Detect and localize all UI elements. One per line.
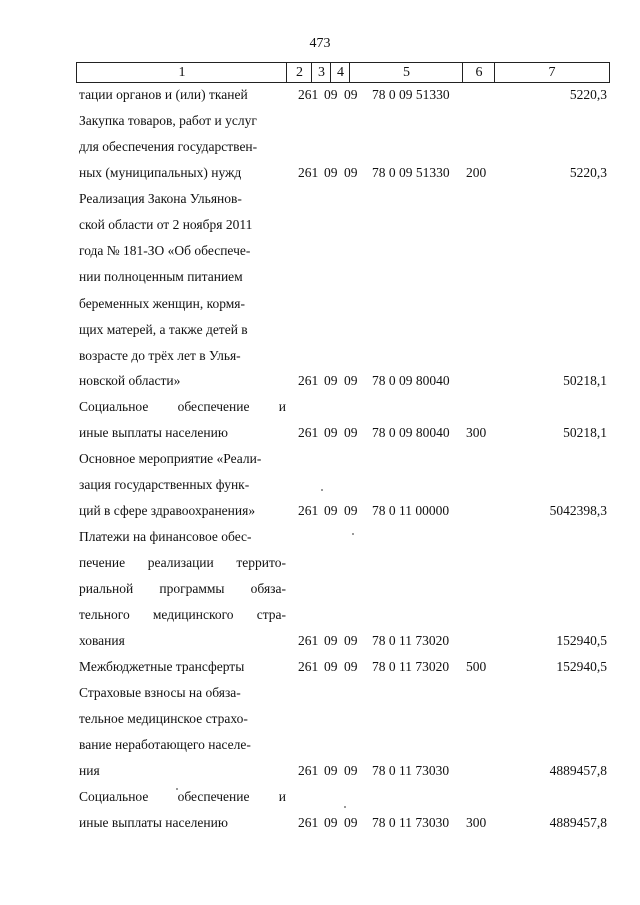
row-description: ций в сфере здравоохранения» — [79, 503, 256, 518]
col-subsection: 09 — [344, 633, 358, 648]
row-description: Закупка товаров, работ и услуг — [79, 113, 257, 128]
row-description: вание неработающего населе- — [79, 737, 251, 752]
col-chapter: 261 — [298, 763, 319, 778]
table-row — [0, 633, 640, 658]
col-target-article: 78 0 11 73020 — [372, 659, 450, 674]
col-chapter: 261 — [298, 87, 319, 102]
table-row — [0, 815, 640, 840]
col-target-article: 78 0 09 80040 — [372, 425, 450, 440]
col-section: 09 — [324, 763, 338, 778]
header-col-1: 1 — [76, 62, 287, 83]
table-row — [0, 789, 640, 814]
header-col-2: 2 — [286, 62, 312, 83]
col-target-article: 78 0 11 73030 — [372, 815, 450, 830]
table-row — [0, 113, 640, 138]
col-section: 09 — [324, 373, 338, 388]
col-section: 09 — [324, 165, 338, 180]
col-amount: 4889457,8 — [549, 763, 607, 778]
col-target-article: 78 0 09 51330 — [372, 87, 450, 102]
col-amount: 4889457,8 — [549, 815, 607, 830]
row-description: иные выплаты населению — [79, 425, 228, 440]
col-subsection: 09 — [344, 165, 358, 180]
table-row — [0, 87, 640, 112]
col-expense-type: 300 — [466, 425, 487, 440]
page-number: 473 — [309, 36, 331, 51]
col-section: 09 — [324, 815, 338, 830]
col-target-article: 78 0 09 80040 — [372, 373, 450, 388]
col-section: 09 — [324, 633, 338, 648]
table-row — [0, 425, 640, 450]
row-description: ской области от 2 ноября 2011 — [79, 217, 253, 232]
col-amount: 152940,5 — [556, 633, 607, 648]
col-target-article: 78 0 11 73020 — [372, 633, 450, 648]
table-row — [0, 737, 640, 762]
table-row — [0, 555, 640, 580]
table-row — [0, 477, 640, 502]
row-description: Платежи на финансовое обес- — [79, 529, 252, 544]
table-row — [0, 348, 640, 373]
col-chapter: 261 — [298, 165, 319, 180]
scan-speck — [344, 806, 346, 808]
col-expense-type: 300 — [466, 815, 487, 830]
col-chapter: 261 — [298, 659, 319, 674]
row-description: Основное мероприятие «Реали- — [79, 451, 262, 466]
col-section: 09 — [324, 425, 338, 440]
col-subsection: 09 — [344, 763, 358, 778]
row-description: хования — [79, 633, 125, 648]
col-amount: 50218,1 — [563, 425, 607, 440]
col-target-article: 78 0 11 73030 — [372, 763, 450, 778]
row-description: Межбюджетные трансферты — [79, 659, 245, 674]
col-subsection: 09 — [344, 87, 358, 102]
header-col-5: 5 — [349, 62, 463, 83]
row-description: тации органов и (или) тканей — [79, 87, 248, 102]
col-chapter: 261 — [298, 425, 319, 440]
col-amount: 5220,3 — [569, 87, 607, 102]
col-amount: 50218,1 — [563, 373, 607, 388]
col-amount: 5220,3 — [569, 165, 607, 180]
row-description: Социальное обеспечение и — [79, 399, 286, 414]
col-expense-type: 200 — [466, 165, 487, 180]
table-row — [0, 139, 640, 164]
col-subsection: 09 — [344, 373, 358, 388]
table-row — [0, 296, 640, 321]
table-row — [0, 763, 640, 788]
row-description: Реализация Закона Ульянов- — [79, 191, 242, 206]
table-row — [0, 269, 640, 294]
row-description: Социальное обеспечение и — [79, 789, 286, 804]
table-row — [0, 165, 640, 190]
col-target-article: 78 0 11 00000 — [372, 503, 450, 518]
col-section: 09 — [324, 659, 338, 674]
table-row — [0, 581, 640, 606]
table-row — [0, 399, 640, 424]
table-row — [0, 451, 640, 476]
row-description: ных (муниципальных) нужд — [79, 165, 242, 180]
header-col-6: 6 — [462, 62, 495, 83]
col-expense-type: 500 — [466, 659, 487, 674]
table-row — [0, 711, 640, 736]
table-row — [0, 217, 640, 242]
row-description: тельное медицинское страхо- — [79, 711, 248, 726]
row-description: возрасте до трёх лет в Улья- — [79, 348, 241, 363]
col-subsection: 09 — [344, 659, 358, 674]
col-chapter: 261 — [298, 815, 319, 830]
col-chapter: 261 — [298, 633, 319, 648]
table-row — [0, 243, 640, 268]
col-subsection: 09 — [344, 815, 358, 830]
col-amount: 152940,5 — [556, 659, 607, 674]
table-row — [0, 191, 640, 216]
row-description: Страховые взносы на обяза- — [79, 685, 241, 700]
table-row — [0, 659, 640, 684]
row-description: щих матерей, а также детей в — [79, 322, 248, 337]
row-description: беременных женщин, кормя- — [79, 296, 245, 311]
row-description: зация государственных функ- — [79, 477, 250, 492]
col-amount: 5042398,3 — [549, 503, 607, 518]
row-description: года № 181-ЗО «Об обеспече- — [79, 243, 251, 258]
scan-speck — [176, 788, 178, 790]
col-section: 09 — [324, 503, 338, 518]
header-col-3: 3 — [311, 62, 331, 83]
scan-speck — [321, 489, 323, 491]
row-description: иные выплаты населению — [79, 815, 228, 830]
header-col-4: 4 — [330, 62, 350, 83]
table-row — [0, 685, 640, 710]
scan-speck — [352, 533, 354, 535]
row-description: новской области» — [79, 373, 181, 388]
col-subsection: 09 — [344, 503, 358, 518]
table-row — [0, 503, 640, 528]
table-row — [0, 607, 640, 632]
col-subsection: 09 — [344, 425, 358, 440]
table-row — [0, 373, 640, 398]
row-description: нии полноценным питанием — [79, 269, 243, 284]
col-chapter: 261 — [298, 503, 319, 518]
row-description: тельного медицинского стра- — [79, 607, 286, 622]
row-description: печение реализации террито- — [79, 555, 286, 570]
col-target-article: 78 0 09 51330 — [372, 165, 450, 180]
table-row — [0, 322, 640, 347]
col-section: 09 — [324, 87, 338, 102]
col-chapter: 261 — [298, 373, 319, 388]
row-description: для обеспечения государствен- — [79, 139, 258, 154]
header-col-7: 7 — [494, 62, 610, 83]
row-description: риальной программы обяза- — [79, 581, 286, 596]
row-description: ния — [79, 763, 100, 778]
table-row — [0, 529, 640, 554]
